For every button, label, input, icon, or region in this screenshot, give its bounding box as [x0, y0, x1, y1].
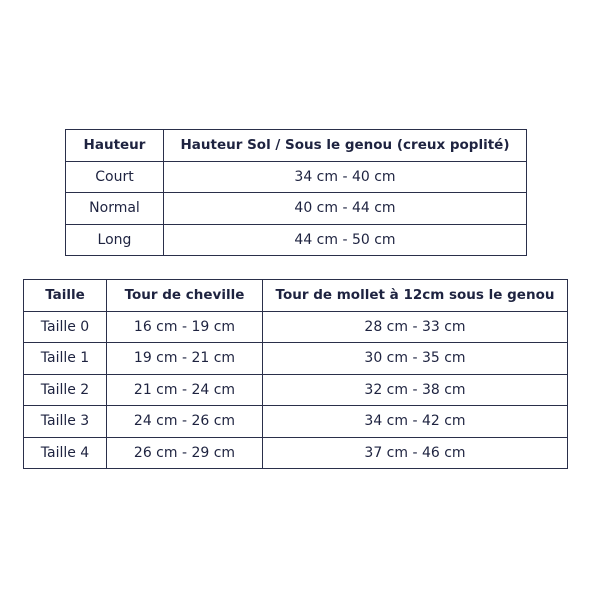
table-row — [66, 224, 527, 256]
table-row — [66, 193, 527, 225]
table-row — [24, 437, 568, 469]
column-header-taille: Taille — [24, 280, 107, 312]
table-row — [24, 374, 568, 406]
column-header-tour-de-mollet: Tour de mollet à 12cm sous le genou — [263, 280, 568, 312]
table-cell: Taille 2 — [24, 374, 107, 406]
table-cell: Court — [66, 161, 164, 193]
column-header-tour-de-cheville: Tour de cheville — [107, 280, 263, 312]
table-cell: Taille 4 — [24, 437, 107, 469]
table-cell: 30 cm - 35 cm — [263, 343, 568, 375]
height-table — [65, 129, 527, 256]
table-cell: Long — [66, 224, 164, 256]
table-cell: 24 cm - 26 cm — [107, 406, 263, 438]
column-header-hauteur-sol: Hauteur Sol / Sous le genou (creux poplité) — [164, 130, 527, 162]
table-cell: Taille 1 — [24, 343, 107, 375]
table-cell: 37 cm - 46 cm — [263, 437, 568, 469]
table-cell: 44 cm - 50 cm — [164, 224, 527, 256]
table-cell: 28 cm - 33 cm — [263, 311, 568, 343]
column-header-hauteur: Hauteur — [66, 130, 164, 162]
table-cell: 32 cm - 38 cm — [263, 374, 568, 406]
table-cell: Taille 3 — [24, 406, 107, 438]
table-cell: Normal — [66, 193, 164, 225]
table-cell: 26 cm - 29 cm — [107, 437, 263, 469]
table-cell: 16 cm - 19 cm — [107, 311, 263, 343]
size-table — [23, 279, 568, 469]
table-cell: 40 cm - 44 cm — [164, 193, 527, 225]
table-header-row — [66, 130, 527, 162]
table-row — [24, 311, 568, 343]
table-cell: 34 cm - 42 cm — [263, 406, 568, 438]
table-row — [24, 343, 568, 375]
table-cell: 19 cm - 21 cm — [107, 343, 263, 375]
table-cell: 21 cm - 24 cm — [107, 374, 263, 406]
table-row — [24, 406, 568, 438]
table-row — [66, 161, 527, 193]
table-header-row — [24, 280, 568, 312]
table-cell: 34 cm - 40 cm — [164, 161, 527, 193]
table-cell: Taille 0 — [24, 311, 107, 343]
